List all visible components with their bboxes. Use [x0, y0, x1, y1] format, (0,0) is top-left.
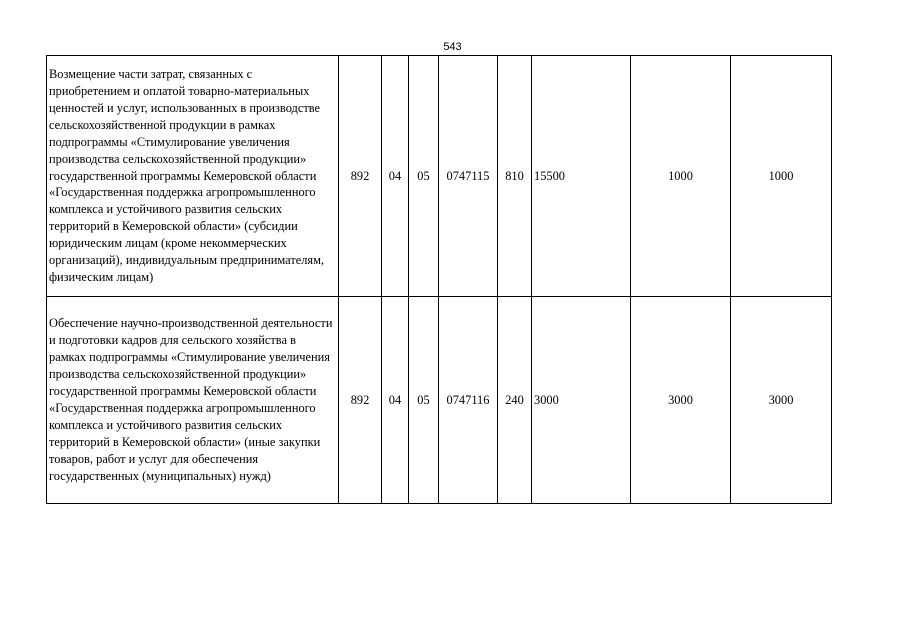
amount-year-2: 3000	[631, 297, 731, 504]
table-row	[47, 297, 832, 504]
target-article-code: 0747115	[439, 56, 498, 297]
subsection-code: 05	[409, 56, 439, 297]
target-article-code: 0747116	[439, 297, 498, 504]
amount-year-3: 3000	[731, 297, 832, 504]
row-description: Возмещение части затрат, связанных с приобретением и оплатой товарно-материальных ценностей и услуг, использованных в производстве сельскохозяйственной продукции в рамках подпрограммы «Стимулирование увеличения производства сельскохозяйственной продукции» государственной программы Кемеровской области «Государственная поддержка агропромышленного комплекса и устойчивого развития сельских территорий в Кемеровской области» (субсидии юридическим лицам (кроме некоммерческих организаций), индивидуальным предпринимателям, физическим лицам)	[47, 56, 339, 297]
ministry-code: 892	[339, 56, 382, 297]
amount-year-1: 15500	[532, 56, 631, 297]
ministry-code: 892	[339, 297, 382, 504]
budget-table	[46, 55, 832, 504]
table-row	[47, 56, 832, 297]
amount-year-3: 1000	[731, 56, 832, 297]
amount-year-1: 3000	[532, 297, 631, 504]
expense-type-code: 240	[498, 297, 532, 504]
row-description: Обеспечение научно-производственной деятельности и подготовки кадров для сельского хозяйства в рамках подпрограммы «Стимулирование увеличения производства сельскохозяйственной продукции» государственной программы Кемеровской области «Государственная поддержка агропромышленного комплекса и устойчивого развития сельских территорий в Кемеровской области» (иные закупки товаров, работ и услуг для обеспечения государственных (муниципальных) нужд)	[47, 297, 339, 504]
page-number: 543	[443, 41, 462, 53]
section-code: 04	[382, 297, 409, 504]
amount-year-2: 1000	[631, 56, 731, 297]
expense-type-code: 810	[498, 56, 532, 297]
section-code: 04	[382, 56, 409, 297]
subsection-code: 05	[409, 297, 439, 504]
